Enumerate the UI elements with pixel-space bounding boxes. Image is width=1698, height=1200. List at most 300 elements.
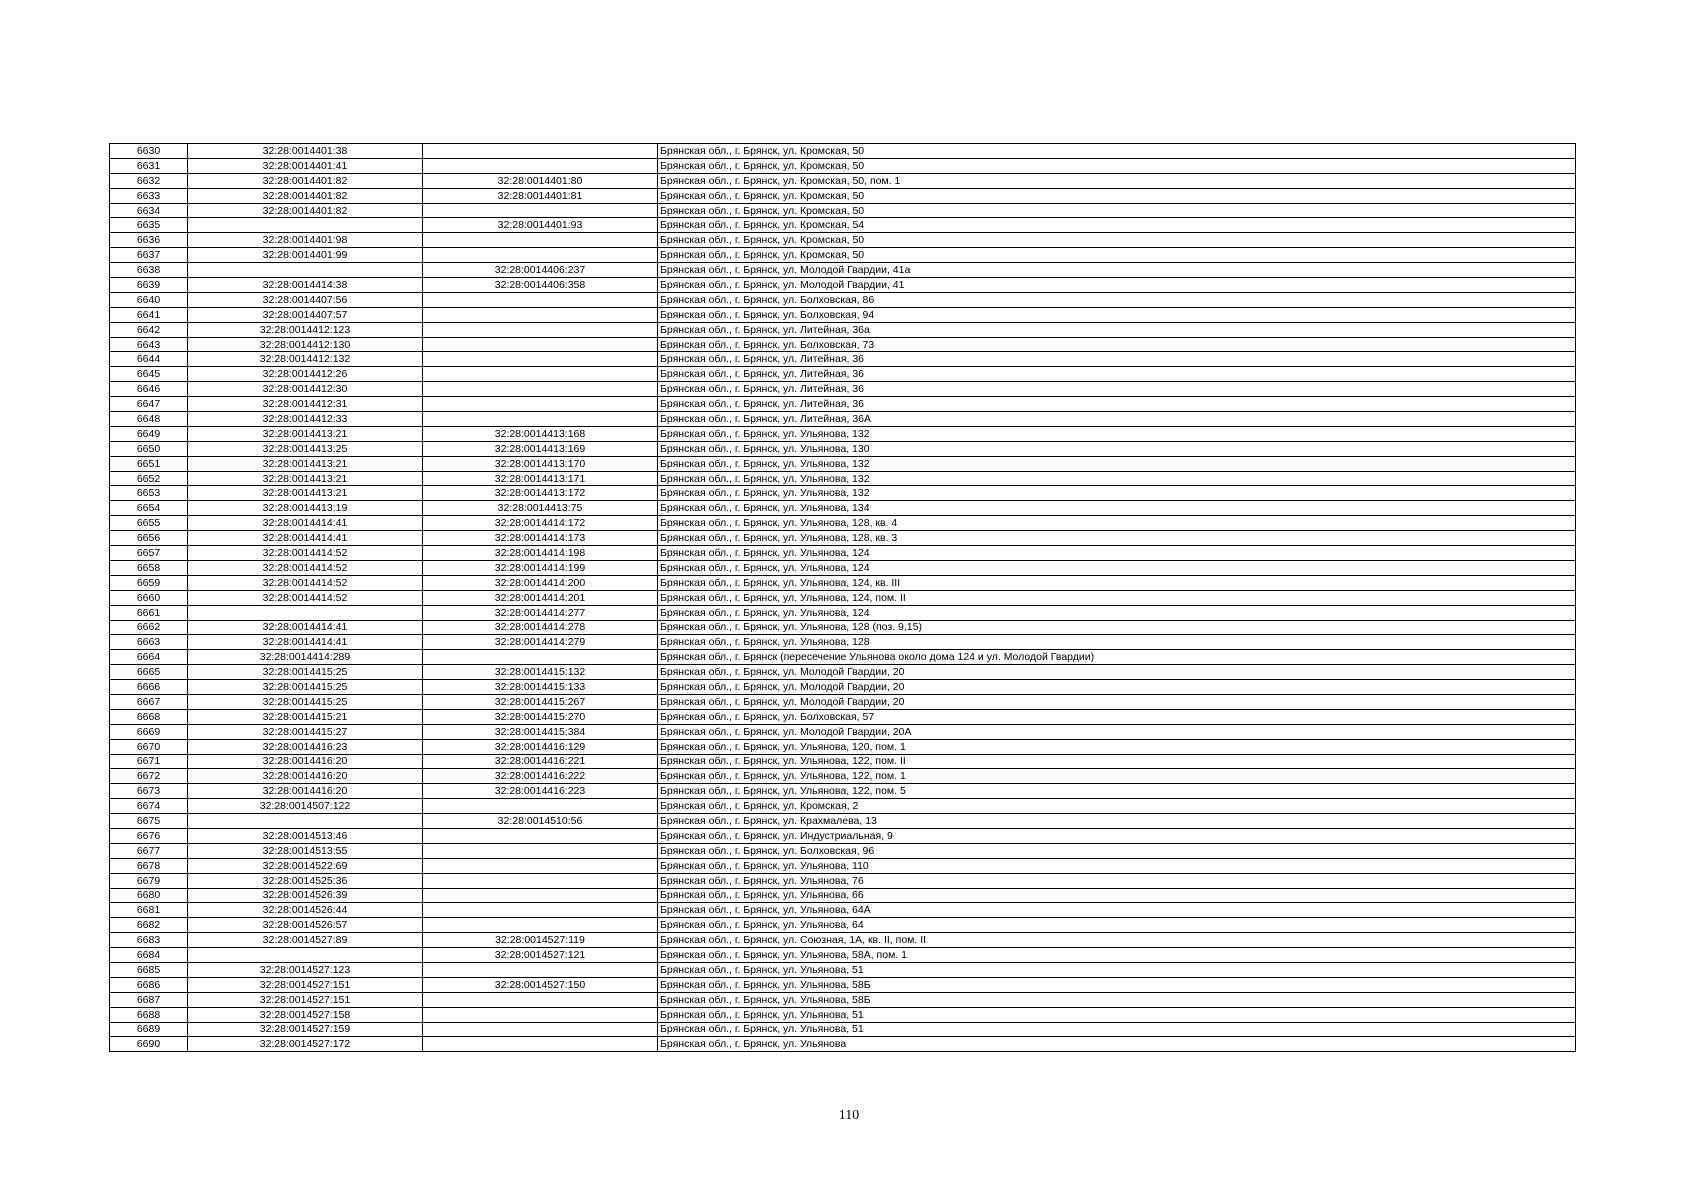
address-cell: Брянская обл., г. Брянск, ул. Ульянова, 128 (поз. 9,15) xyxy=(658,620,1576,635)
related-cadastral-number-cell: 32:28:0014415:132 xyxy=(423,665,658,680)
table-row xyxy=(110,709,1576,724)
table-row xyxy=(110,352,1576,367)
row-number-cell: 6667 xyxy=(110,694,188,709)
address-cell: Брянская обл., г. Брянск, ул. Ульянова, 64 xyxy=(658,918,1576,933)
row-number-cell: 6656 xyxy=(110,531,188,546)
address-cell: Брянская обл., г. Брянск, ул. Кромская, 50, пом. 1 xyxy=(658,173,1576,188)
address-cell: Брянская обл., г. Брянск, ул. Ульянова, 66 xyxy=(658,888,1576,903)
table-row xyxy=(110,769,1576,784)
address-cell: Брянская обл., г. Брянск, ул. Ульянова, 124 xyxy=(658,605,1576,620)
row-number-cell: 6639 xyxy=(110,278,188,293)
related-cadastral-number-cell: 32:28:0014401:93 xyxy=(423,218,658,233)
row-number-cell: 6666 xyxy=(110,680,188,695)
cadastral-number-cell: 32:28:0014414:38 xyxy=(188,278,423,293)
cadastral-number-cell: 32:28:0014526:44 xyxy=(188,903,423,918)
cadastral-number-cell: 32:28:0014401:82 xyxy=(188,188,423,203)
address-cell: Брянская обл., г. Брянск, ул. Ульянова, 110 xyxy=(658,858,1576,873)
table-row xyxy=(110,307,1576,322)
table-row xyxy=(110,412,1576,427)
cadastral-number-cell: 32:28:0014527:89 xyxy=(188,933,423,948)
cadastral-number-cell: 32:28:0014412:130 xyxy=(188,337,423,352)
cadastral-number-cell: 32:28:0014401:98 xyxy=(188,233,423,248)
address-cell: Брянская обл., г. Брянск, ул. Болховская, 73 xyxy=(658,337,1576,352)
row-number-cell: 6669 xyxy=(110,724,188,739)
address-cell: Брянская обл., г. Брянск, ул. Ульянова, 76 xyxy=(658,873,1576,888)
row-number-cell: 6670 xyxy=(110,739,188,754)
address-cell: Брянская обл., г. Брянск, ул. Литейная, 36 xyxy=(658,382,1576,397)
cadastral-number-cell: 32:28:0014415:25 xyxy=(188,694,423,709)
address-cell: Брянская обл., г. Брянск, ул. Ульянова, 124 xyxy=(658,560,1576,575)
cadastral-number-cell: 32:28:0014527:159 xyxy=(188,1022,423,1037)
cadastral-number-cell: 32:28:0014413:21 xyxy=(188,456,423,471)
address-cell: Брянская обл., г. Брянск, ул. Кромская, 50 xyxy=(658,203,1576,218)
address-cell: Брянская обл., г. Брянск, ул. Литейная, 36А xyxy=(658,412,1576,427)
related-cadastral-number-cell: 32:28:0014413:75 xyxy=(423,501,658,516)
cadastral-number-cell: 32:28:0014413:25 xyxy=(188,441,423,456)
table-row xyxy=(110,456,1576,471)
address-cell: Брянская обл., г. Брянск, ул. Ульянова, 122, пом. 1 xyxy=(658,769,1576,784)
table-row xyxy=(110,337,1576,352)
related-cadastral-number-cell xyxy=(423,412,658,427)
cadastral-number-cell: 32:28:0014401:38 xyxy=(188,144,423,159)
cadastral-number-cell: 32:28:0014413:21 xyxy=(188,426,423,441)
table-row xyxy=(110,322,1576,337)
cadastral-number-cell: 32:28:0014525:36 xyxy=(188,873,423,888)
related-cadastral-number-cell: 32:28:0014414:279 xyxy=(423,635,658,650)
table-row xyxy=(110,546,1576,561)
row-number-cell: 6661 xyxy=(110,605,188,620)
row-number-cell: 6642 xyxy=(110,322,188,337)
cadastral-number-cell: 32:28:0014407:57 xyxy=(188,307,423,322)
table-row xyxy=(110,665,1576,680)
related-cadastral-number-cell xyxy=(423,873,658,888)
row-number-cell: 6654 xyxy=(110,501,188,516)
related-cadastral-number-cell xyxy=(423,307,658,322)
address-cell: Брянская обл., г. Брянск, ул. Ульянова, 120, пом. 1 xyxy=(658,739,1576,754)
address-cell: Брянская обл., г. Брянск, ул. Молодой Гвардии, 20 xyxy=(658,694,1576,709)
table-row xyxy=(110,814,1576,829)
row-number-cell: 6640 xyxy=(110,292,188,307)
address-cell: Брянская обл., г. Брянск, ул. Ульянова, 134 xyxy=(658,501,1576,516)
cadastral-number-cell: 32:28:0014414:52 xyxy=(188,546,423,561)
address-cell: Брянская обл., г. Брянск, ул. Ульянова, 128 xyxy=(658,635,1576,650)
table-row xyxy=(110,590,1576,605)
cadastral-number-cell: 32:28:0014414:52 xyxy=(188,590,423,605)
address-cell: Брянская обл., г. Брянск, ул. Болховская, 96 xyxy=(658,843,1576,858)
row-number-cell: 6651 xyxy=(110,456,188,471)
address-cell: Брянская обл., г. Брянск, ул. Молодой Гвардии, 41 xyxy=(658,278,1576,293)
address-cell: Брянская обл., г. Брянск, ул. Ульянова, 122, пом. 5 xyxy=(658,784,1576,799)
row-number-cell: 6686 xyxy=(110,977,188,992)
table-row xyxy=(110,635,1576,650)
row-number-cell: 6638 xyxy=(110,263,188,278)
row-number-cell: 6678 xyxy=(110,858,188,873)
related-cadastral-number-cell xyxy=(423,322,658,337)
related-cadastral-number-cell: 32:28:0014413:169 xyxy=(423,441,658,456)
cadastral-number-cell: 32:28:0014415:21 xyxy=(188,709,423,724)
address-cell: Брянская обл., г. Брянск, ул. Литейная, 36 xyxy=(658,352,1576,367)
table-row xyxy=(110,680,1576,695)
table-row xyxy=(110,948,1576,963)
address-cell: Брянская обл., г. Брянск, ул. Кромская, 50 xyxy=(658,248,1576,263)
address-cell: Брянская обл., г. Брянск, ул. Молодой Гвардии, 20А xyxy=(658,724,1576,739)
related-cadastral-number-cell: 32:28:0014414:200 xyxy=(423,575,658,590)
register-table xyxy=(109,143,1576,1052)
table-row xyxy=(110,367,1576,382)
table-row xyxy=(110,858,1576,873)
table-row xyxy=(110,888,1576,903)
table-row xyxy=(110,397,1576,412)
table-row xyxy=(110,1037,1576,1052)
table-row xyxy=(110,724,1576,739)
row-number-cell: 6660 xyxy=(110,590,188,605)
related-cadastral-number-cell xyxy=(423,352,658,367)
address-cell: Брянская обл., г. Брянск, ул. Кромская, 50 xyxy=(658,144,1576,159)
related-cadastral-number-cell xyxy=(423,1022,658,1037)
related-cadastral-number-cell: 32:28:0014401:80 xyxy=(423,173,658,188)
row-number-cell: 6630 xyxy=(110,144,188,159)
address-cell: Брянская обл., г. Брянск, ул. Болховская, 94 xyxy=(658,307,1576,322)
row-number-cell: 6633 xyxy=(110,188,188,203)
address-cell: Брянская обл., г. Брянск, ул. Кромская, 2 xyxy=(658,799,1576,814)
table-row xyxy=(110,188,1576,203)
cadastral-number-cell: 32:28:0014416:20 xyxy=(188,754,423,769)
related-cadastral-number-cell: 32:28:0014510:56 xyxy=(423,814,658,829)
cadastral-number-cell: 32:28:0014527:123 xyxy=(188,962,423,977)
related-cadastral-number-cell: 32:28:0014416:221 xyxy=(423,754,658,769)
related-cadastral-number-cell: 32:28:0014415:133 xyxy=(423,680,658,695)
related-cadastral-number-cell xyxy=(423,843,658,858)
row-number-cell: 6643 xyxy=(110,337,188,352)
related-cadastral-number-cell: 32:28:0014406:237 xyxy=(423,263,658,278)
cadastral-number-cell: 32:28:0014412:33 xyxy=(188,412,423,427)
related-cadastral-number-cell: 32:28:0014414:173 xyxy=(423,531,658,546)
address-cell: Брянская обл., г. Брянск, ул. Ульянова, 132 xyxy=(658,456,1576,471)
address-cell: Брянская обл., г. Брянск, ул. Литейная, 36а xyxy=(658,322,1576,337)
related-cadastral-number-cell xyxy=(423,962,658,977)
row-number-cell: 6665 xyxy=(110,665,188,680)
cadastral-number-cell: 32:28:0014401:99 xyxy=(188,248,423,263)
address-cell: Брянская обл., г. Брянск, ул. Литейная, 36 xyxy=(658,367,1576,382)
table-row xyxy=(110,873,1576,888)
cadastral-number-cell: 32:28:0014513:46 xyxy=(188,828,423,843)
table-row xyxy=(110,203,1576,218)
row-number-cell: 6680 xyxy=(110,888,188,903)
related-cadastral-number-cell: 32:28:0014416:129 xyxy=(423,739,658,754)
cadastral-number-cell: 32:28:0014414:41 xyxy=(188,516,423,531)
row-number-cell: 6675 xyxy=(110,814,188,829)
address-cell: Брянская обл., г. Брянск (пересечение Ульянова около дома 124 и ул. Молодой Гвардии) xyxy=(658,650,1576,665)
address-cell: Брянская обл., г. Брянск, ул. Болховская, 86 xyxy=(658,292,1576,307)
table-row xyxy=(110,799,1576,814)
table-row xyxy=(110,903,1576,918)
address-cell: Брянская обл., г. Брянск, ул. Ульянова, 128, кв. 4 xyxy=(658,516,1576,531)
cadastral-number-cell: 32:28:0014414:41 xyxy=(188,531,423,546)
row-number-cell: 6676 xyxy=(110,828,188,843)
row-number-cell: 6648 xyxy=(110,412,188,427)
address-cell: Брянская обл., г. Брянск, ул. Кромская, 54 xyxy=(658,218,1576,233)
table-row xyxy=(110,382,1576,397)
row-number-cell: 6650 xyxy=(110,441,188,456)
related-cadastral-number-cell: 32:28:0014527:121 xyxy=(423,948,658,963)
table-row xyxy=(110,218,1576,233)
cadastral-number-cell: 32:28:0014527:172 xyxy=(188,1037,423,1052)
table-row xyxy=(110,1007,1576,1022)
related-cadastral-number-cell: 32:28:0014406:358 xyxy=(423,278,658,293)
address-cell: Брянская обл., г. Брянск, ул. Ульянова, 51 xyxy=(658,1007,1576,1022)
address-cell: Брянская обл., г. Брянск, ул. Молодой Гвардии, 41а xyxy=(658,263,1576,278)
cadastral-number-cell: 32:28:0014414:52 xyxy=(188,560,423,575)
row-number-cell: 6653 xyxy=(110,486,188,501)
address-cell: Брянская обл., г. Брянск, ул. Ульянова, 124, кв. III xyxy=(658,575,1576,590)
table-row xyxy=(110,605,1576,620)
related-cadastral-number-cell: 32:28:0014415:267 xyxy=(423,694,658,709)
page-number: 110 xyxy=(838,1108,860,1123)
cadastral-number-cell: 32:28:0014414:41 xyxy=(188,620,423,635)
table-row xyxy=(110,486,1576,501)
address-cell: Брянская обл., г. Брянск, ул. Ульянова, 124 xyxy=(658,546,1576,561)
related-cadastral-number-cell xyxy=(423,382,658,397)
table-row xyxy=(110,992,1576,1007)
cadastral-number-cell xyxy=(188,948,423,963)
table-row xyxy=(110,516,1576,531)
address-cell: Брянская обл., г. Брянск, ул. Кромская, 50 xyxy=(658,188,1576,203)
row-number-cell: 6668 xyxy=(110,709,188,724)
cadastral-number-cell: 32:28:0014513:55 xyxy=(188,843,423,858)
related-cadastral-number-cell xyxy=(423,799,658,814)
row-number-cell: 6646 xyxy=(110,382,188,397)
related-cadastral-number-cell xyxy=(423,233,658,248)
related-cadastral-number-cell: 32:28:0014413:168 xyxy=(423,426,658,441)
related-cadastral-number-cell: 32:28:0014414:172 xyxy=(423,516,658,531)
address-cell: Брянская обл., г. Брянск, ул. Индустриальная, 9 xyxy=(658,828,1576,843)
row-number-cell: 6690 xyxy=(110,1037,188,1052)
table-row xyxy=(110,158,1576,173)
table-row xyxy=(110,292,1576,307)
cadastral-number-cell: 32:28:0014412:123 xyxy=(188,322,423,337)
related-cadastral-number-cell: 32:28:0014413:171 xyxy=(423,471,658,486)
table-row xyxy=(110,233,1576,248)
row-number-cell: 6645 xyxy=(110,367,188,382)
row-number-cell: 6658 xyxy=(110,560,188,575)
cadastral-number-cell: 32:28:0014416:20 xyxy=(188,769,423,784)
related-cadastral-number-cell xyxy=(423,203,658,218)
cadastral-number-cell xyxy=(188,605,423,620)
related-cadastral-number-cell xyxy=(423,1037,658,1052)
address-cell: Брянская обл., г. Брянск, ул. Крахмалева, 13 xyxy=(658,814,1576,829)
cadastral-number-cell: 32:28:0014527:151 xyxy=(188,977,423,992)
address-cell: Брянская обл., г. Брянск, ул. Ульянова, 130 xyxy=(658,441,1576,456)
related-cadastral-number-cell: 32:28:0014415:270 xyxy=(423,709,658,724)
table-row xyxy=(110,501,1576,516)
related-cadastral-number-cell: 32:28:0014413:172 xyxy=(423,486,658,501)
table-row xyxy=(110,248,1576,263)
related-cadastral-number-cell: 32:28:0014414:277 xyxy=(423,605,658,620)
cadastral-number-cell: 32:28:0014401:82 xyxy=(188,173,423,188)
table-row xyxy=(110,977,1576,992)
related-cadastral-number-cell: 32:28:0014416:222 xyxy=(423,769,658,784)
cadastral-number-cell: 32:28:0014401:82 xyxy=(188,203,423,218)
related-cadastral-number-cell xyxy=(423,248,658,263)
cadastral-number-cell: 32:28:0014415:25 xyxy=(188,665,423,680)
cadastral-number-cell xyxy=(188,263,423,278)
cadastral-number-cell: 32:28:0014412:26 xyxy=(188,367,423,382)
address-cell: Брянская обл., г. Брянск, ул. Болховская, 57 xyxy=(658,709,1576,724)
related-cadastral-number-cell: 32:28:0014527:150 xyxy=(423,977,658,992)
related-cadastral-number-cell: 32:28:0014415:384 xyxy=(423,724,658,739)
related-cadastral-number-cell: 32:28:0014414:198 xyxy=(423,546,658,561)
related-cadastral-number-cell xyxy=(423,158,658,173)
row-number-cell: 6689 xyxy=(110,1022,188,1037)
row-number-cell: 6672 xyxy=(110,769,188,784)
cadastral-number-cell xyxy=(188,218,423,233)
row-number-cell: 6635 xyxy=(110,218,188,233)
address-cell: Брянская обл., г. Брянск, ул. Ульянова, 132 xyxy=(658,426,1576,441)
table-row xyxy=(110,471,1576,486)
address-cell: Брянская обл., г. Брянск, ул. Ульянова, 58А, пом. 1 xyxy=(658,948,1576,963)
related-cadastral-number-cell: 32:28:0014414:201 xyxy=(423,590,658,605)
row-number-cell: 6647 xyxy=(110,397,188,412)
row-number-cell: 6655 xyxy=(110,516,188,531)
row-number-cell: 6641 xyxy=(110,307,188,322)
row-number-cell: 6662 xyxy=(110,620,188,635)
row-number-cell: 6687 xyxy=(110,992,188,1007)
address-cell: Брянская обл., г. Брянск, ул. Молодой Гвардии, 20 xyxy=(658,680,1576,695)
table-row xyxy=(110,739,1576,754)
table-row xyxy=(110,962,1576,977)
row-number-cell: 6637 xyxy=(110,248,188,263)
row-number-cell: 6677 xyxy=(110,843,188,858)
address-cell: Брянская обл., г. Брянск, ул. Союзная, 1А, кв. II, пом. II xyxy=(658,933,1576,948)
related-cadastral-number-cell xyxy=(423,918,658,933)
cadastral-number-cell: 32:28:0014412:30 xyxy=(188,382,423,397)
row-number-cell: 6652 xyxy=(110,471,188,486)
row-number-cell: 6679 xyxy=(110,873,188,888)
address-cell: Брянская обл., г. Брянск, ул. Ульянова, 128, кв. 3 xyxy=(658,531,1576,546)
table-row xyxy=(110,173,1576,188)
row-number-cell: 6682 xyxy=(110,918,188,933)
row-number-cell: 6684 xyxy=(110,948,188,963)
cadastral-number-cell: 32:28:0014407:56 xyxy=(188,292,423,307)
cadastral-number-cell: 32:28:0014526:57 xyxy=(188,918,423,933)
related-cadastral-number-cell: 32:28:0014401:81 xyxy=(423,188,658,203)
related-cadastral-number-cell xyxy=(423,992,658,1007)
cadastral-number-cell: 32:28:0014507:122 xyxy=(188,799,423,814)
table-row xyxy=(110,278,1576,293)
table-row xyxy=(110,144,1576,159)
row-number-cell: 6681 xyxy=(110,903,188,918)
address-cell: Брянская обл., г. Брянск, ул. Литейная, 36 xyxy=(658,397,1576,412)
address-cell: Брянская обл., г. Брянск, ул. Кромская, 50 xyxy=(658,233,1576,248)
related-cadastral-number-cell xyxy=(423,650,658,665)
row-number-cell: 6632 xyxy=(110,173,188,188)
row-number-cell: 6674 xyxy=(110,799,188,814)
table-row xyxy=(110,918,1576,933)
row-number-cell: 6631 xyxy=(110,158,188,173)
row-number-cell: 6636 xyxy=(110,233,188,248)
table-row xyxy=(110,933,1576,948)
table-row xyxy=(110,650,1576,665)
table-row xyxy=(110,441,1576,456)
cadastral-number-cell: 32:28:0014413:19 xyxy=(188,501,423,516)
address-cell: Брянская обл., г. Брянск, ул. Молодой Гвардии, 20 xyxy=(658,665,1576,680)
table-row xyxy=(110,784,1576,799)
address-cell: Брянская обл., г. Брянск, ул. Ульянова, 122, пом. II xyxy=(658,754,1576,769)
cadastral-number-cell: 32:28:0014413:21 xyxy=(188,471,423,486)
cadastral-number-cell: 32:28:0014527:151 xyxy=(188,992,423,1007)
related-cadastral-number-cell xyxy=(423,337,658,352)
address-cell: Брянская обл., г. Брянск, ул. Ульянова xyxy=(658,1037,1576,1052)
related-cadastral-number-cell: 32:28:0014527:119 xyxy=(423,933,658,948)
table-row xyxy=(110,843,1576,858)
related-cadastral-number-cell xyxy=(423,828,658,843)
address-cell: Брянская обл., г. Брянск, ул. Ульянова, 58Б xyxy=(658,992,1576,1007)
row-number-cell: 6663 xyxy=(110,635,188,650)
table-row xyxy=(110,1022,1576,1037)
address-cell: Брянская обл., г. Брянск, ул. Ульянова, 58Б xyxy=(658,977,1576,992)
related-cadastral-number-cell: 32:28:0014413:170 xyxy=(423,456,658,471)
related-cadastral-number-cell xyxy=(423,292,658,307)
address-cell: Брянская обл., г. Брянск, ул. Кромская, 50 xyxy=(658,158,1576,173)
related-cadastral-number-cell: 32:28:0014414:278 xyxy=(423,620,658,635)
cadastral-number-cell: 32:28:0014401:41 xyxy=(188,158,423,173)
cadastral-number-cell: 32:28:0014414:52 xyxy=(188,575,423,590)
table-row xyxy=(110,426,1576,441)
address-cell: Брянская обл., г. Брянск, ул. Ульянова, 124, пом. II xyxy=(658,590,1576,605)
related-cadastral-number-cell xyxy=(423,397,658,412)
address-cell: Брянская обл., г. Брянск, ул. Ульянова, 132 xyxy=(658,471,1576,486)
related-cadastral-number-cell: 32:28:0014414:199 xyxy=(423,560,658,575)
related-cadastral-number-cell xyxy=(423,1007,658,1022)
cadastral-number-cell: 32:28:0014415:25 xyxy=(188,680,423,695)
table-row xyxy=(110,531,1576,546)
register-body xyxy=(110,144,1576,1052)
address-cell: Брянская обл., г. Брянск, ул. Ульянова, 51 xyxy=(658,962,1576,977)
related-cadastral-number-cell xyxy=(423,858,658,873)
cadastral-number-cell: 32:28:0014526:39 xyxy=(188,888,423,903)
cadastral-number-cell: 32:28:0014412:132 xyxy=(188,352,423,367)
related-cadastral-number-cell: 32:28:0014416:223 xyxy=(423,784,658,799)
row-number-cell: 6685 xyxy=(110,962,188,977)
address-cell: Брянская обл., г. Брянск, ул. Ульянова, 51 xyxy=(658,1022,1576,1037)
cadastral-number-cell: 32:28:0014414:41 xyxy=(188,635,423,650)
address-cell: Брянская обл., г. Брянск, ул. Ульянова, 64А xyxy=(658,903,1576,918)
row-number-cell: 6664 xyxy=(110,650,188,665)
cadastral-number-cell: 32:28:0014415:27 xyxy=(188,724,423,739)
row-number-cell: 6644 xyxy=(110,352,188,367)
row-number-cell: 6683 xyxy=(110,933,188,948)
row-number-cell: 6657 xyxy=(110,546,188,561)
cadastral-number-cell: 32:28:0014413:21 xyxy=(188,486,423,501)
row-number-cell: 6659 xyxy=(110,575,188,590)
table-row xyxy=(110,560,1576,575)
related-cadastral-number-cell xyxy=(423,144,658,159)
table-row xyxy=(110,828,1576,843)
row-number-cell: 6671 xyxy=(110,754,188,769)
cadastral-number-cell: 32:28:0014416:20 xyxy=(188,784,423,799)
cadastral-number-cell: 32:28:0014412:31 xyxy=(188,397,423,412)
related-cadastral-number-cell xyxy=(423,888,658,903)
cadastral-number-cell: 32:28:0014414:289 xyxy=(188,650,423,665)
row-number-cell: 6673 xyxy=(110,784,188,799)
table-row xyxy=(110,754,1576,769)
table-row xyxy=(110,620,1576,635)
related-cadastral-number-cell xyxy=(423,367,658,382)
cadastral-number-cell: 32:28:0014522:69 xyxy=(188,858,423,873)
table-row xyxy=(110,263,1576,278)
row-number-cell: 6634 xyxy=(110,203,188,218)
row-number-cell: 6688 xyxy=(110,1007,188,1022)
